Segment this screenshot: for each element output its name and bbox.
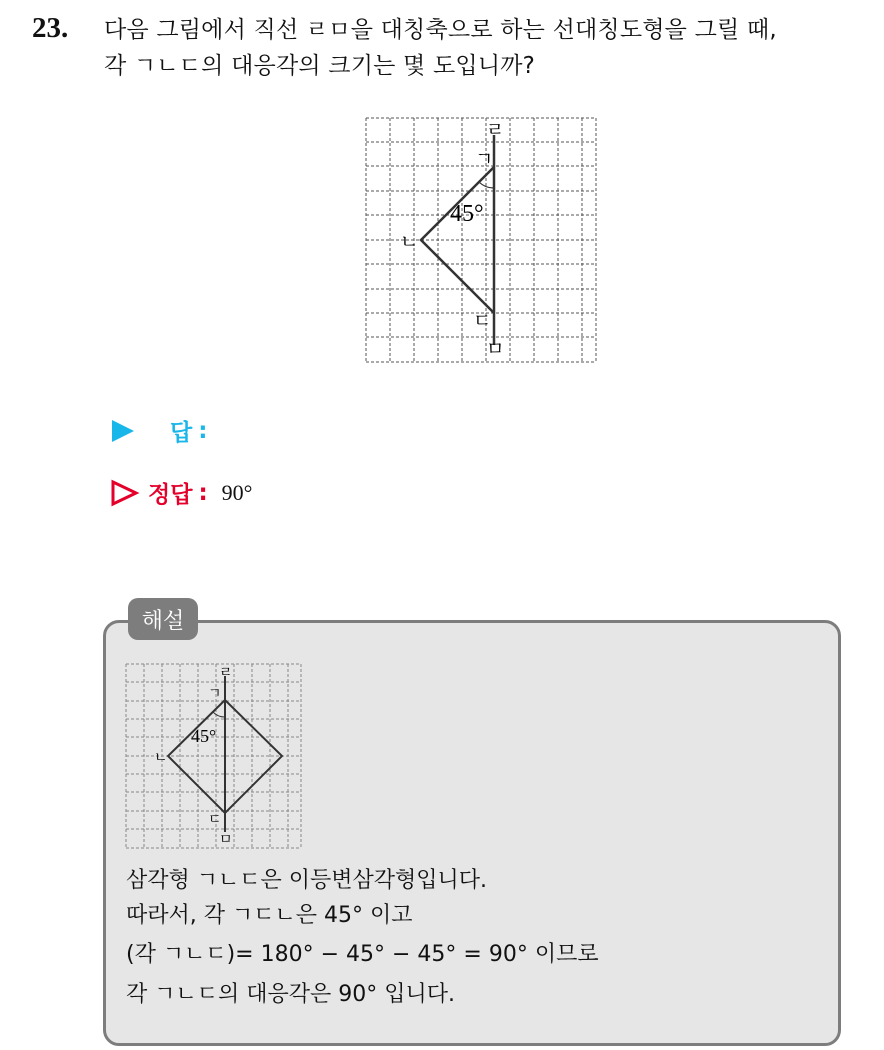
solution-line-2: 따라서, 각 ㄱㄷㄴ은 45° 이고 [126, 903, 413, 928]
correct-answer-row [110, 476, 252, 509]
label-n: ㄴ [400, 231, 419, 253]
solution-line-1: 삼각형 ㄱㄴㄷ은 이등변삼각형입니다. [126, 868, 488, 893]
correct-answer-label: 정답 [148, 482, 193, 508]
label-g: ㄱ [475, 148, 494, 170]
angle-label: 45° [450, 201, 484, 227]
label-m: ㅁ [486, 338, 505, 360]
question-text-line-1: 다음 그림에서 직선 ㄹㅁ을 대칭축으로 하는 선대칭도형을 그릴 때, [104, 17, 777, 43]
answer-label: 답 [170, 420, 193, 446]
play-outline-icon [110, 479, 140, 507]
label-r: ㄹ [486, 119, 505, 141]
question-text-line-2: 각 ㄱㄴㄷ의 대응각의 크기는 몇 도입니까? [104, 53, 536, 79]
question-number: 23. [32, 12, 69, 44]
correct-answer-colon: : [198, 479, 208, 506]
sol-label-n: ㄴ [154, 750, 168, 766]
solution-figure [124, 662, 304, 852]
solution-line-3: (각 ㄱㄴㄷ)= 180° − 45° − 45° = 90° 이므로 [126, 942, 599, 967]
answer-input[interactable] [217, 416, 537, 446]
answer-colon: : [198, 417, 208, 444]
solution-tab: 해설 [128, 598, 198, 640]
sol-label-m: ㅁ [219, 832, 233, 848]
sol-angle-label: 45° [191, 726, 217, 746]
correct-answer-value: 90° [221, 479, 253, 505]
play-icon [110, 418, 136, 444]
solution-line-4: 각 ㄱㄴㄷ의 대응각은 90° 입니다. [126, 982, 455, 1007]
sol-label-d: ㄷ [208, 812, 222, 828]
label-d: ㄷ [473, 310, 492, 332]
sol-label-r: ㄹ [219, 665, 233, 681]
answer-row [110, 414, 537, 447]
sol-label-g: ㄱ [208, 686, 222, 702]
solution-angle-arc [213, 712, 225, 717]
question-figure [362, 115, 600, 367]
